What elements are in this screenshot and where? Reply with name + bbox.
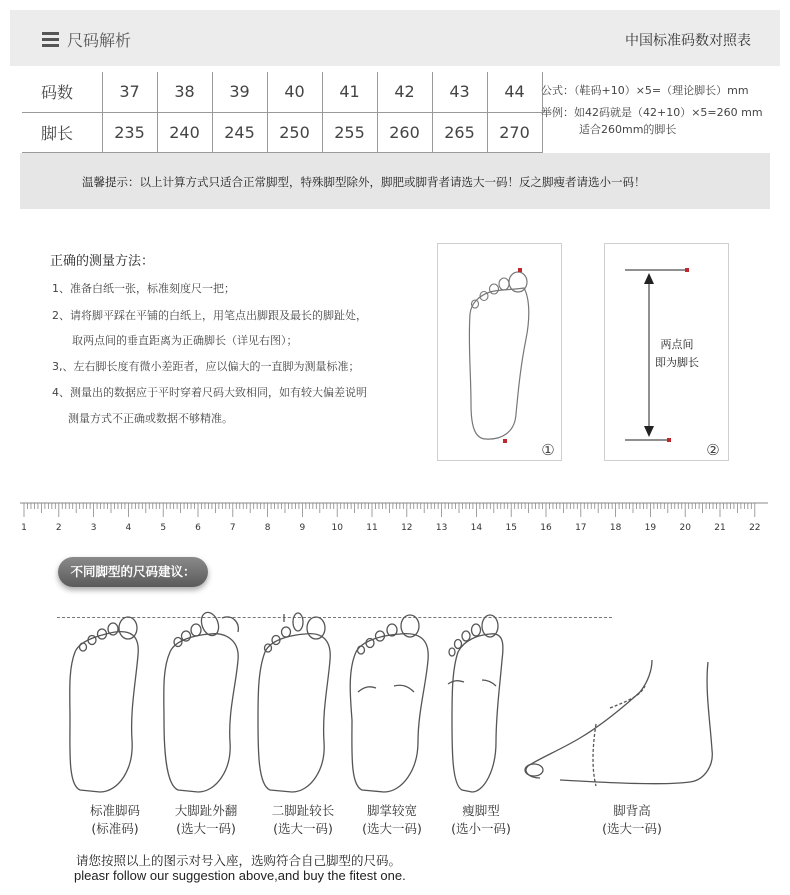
example-line-1: 举例：如42码就是（42+10）×5=260 mm <box>541 106 763 119</box>
length-cell: 260 <box>377 112 432 152</box>
formula-text: 公式：（鞋码+10）×5=（理论脚长）mm <box>541 84 749 97</box>
ruler-number: 12 <box>401 523 413 533</box>
example-line-2: 适合260mm的脚长 <box>579 123 677 136</box>
header-bar <box>10 10 780 66</box>
size-cell: 44 <box>487 72 542 112</box>
method-title: 正确的测量方法： <box>50 254 155 269</box>
foot-outline-image <box>438 244 563 462</box>
ruler-number: 18 <box>609 523 622 533</box>
size-table <box>22 72 543 153</box>
ruler-number: 13 <box>435 523 448 533</box>
ruler-number: 11 <box>366 523 378 533</box>
ruler-number: 7 <box>229 523 236 533</box>
length-cell: 250 <box>267 112 322 152</box>
ruler <box>20 502 770 536</box>
foot-type-name: 标准脚码 <box>89 803 140 818</box>
foot-type-label <box>431 802 531 838</box>
foot-type-name: 脚掌较宽 <box>366 803 417 818</box>
ruler-number: 21 <box>714 523 726 533</box>
length-cell: 265 <box>432 112 487 152</box>
slim-foot-image <box>448 615 503 792</box>
length-row <box>22 112 542 152</box>
foot-type-advice: (选小一码) <box>451 821 511 836</box>
ruler-number: 14 <box>470 523 483 533</box>
ruler-number: 4 <box>125 523 132 533</box>
panel-number: ② <box>706 441 720 459</box>
bottom-note-zh: 请您按照以上的图示对号入座，选购符合自己脚型的尺码。 <box>76 853 402 868</box>
foot-type-advice: (选大一码) <box>602 821 662 836</box>
ruler-number: 19 <box>644 523 657 533</box>
foot-type-label <box>342 802 442 838</box>
method-line: 3,、左右脚长度有微小差距者，应以偏大的一直脚为测量标准； <box>52 360 360 373</box>
ruler-number: 9 <box>299 523 306 533</box>
measurement-diagram <box>605 244 730 462</box>
bottom-note-en: pleasr follow our suggestion above,and buy the fitest one. <box>74 868 406 883</box>
standard-foot-image <box>70 617 139 792</box>
method-line: 4、测量出的数据应于平时穿着尺码大致相同，如有较大偏差说明 <box>52 386 367 399</box>
size-cell: 41 <box>322 72 377 112</box>
page-title: 尺码解析 <box>67 31 132 50</box>
length-measure-panel <box>604 243 729 461</box>
foot-measure-panel <box>437 243 562 461</box>
tip-banner <box>20 153 770 209</box>
foot-type-badge: 不同脚型的尺码建议： <box>58 557 208 587</box>
foot-type-label <box>253 802 353 838</box>
size-cell: 39 <box>212 72 267 112</box>
foot-type-name: 脚背高 <box>613 803 651 818</box>
ruler-number: 6 <box>195 523 201 533</box>
length-cell: 240 <box>157 112 212 152</box>
foot-type-name: 二脚趾较长 <box>271 803 335 818</box>
ruler-number: 3 <box>90 523 97 533</box>
foot-type-label <box>65 802 165 838</box>
size-cell: 37 <box>102 72 157 112</box>
foot-type-name: 瘦脚型 <box>462 803 500 818</box>
size-row-label: 码数 <box>22 72 102 112</box>
chart-title: 中国标准码数对照表 <box>625 33 751 49</box>
high-instep-foot-image <box>525 660 712 786</box>
foot-type-label <box>156 802 256 838</box>
long-second-toe-foot-image <box>258 613 330 792</box>
tip-text: 温馨提示：以上计算方式只适合正常脚型，特殊脚型除外，脚肥或脚背者请选大一码！反之脚瘦者请选小一码！ <box>82 175 646 189</box>
method-line: 2、请将脚平踩在平铺的白纸上，用笔点出脚跟及最长的脚趾处， <box>52 309 367 322</box>
ruler-numbers <box>21 523 760 533</box>
ruler-number: 17 <box>575 523 587 533</box>
size-cell: 38 <box>157 72 212 112</box>
foot-type-advice: (选大一码) <box>176 821 236 836</box>
ruler-number: 22 <box>749 523 761 533</box>
foot-type-advice: (选大一码) <box>273 821 333 836</box>
foot-type-advice: (选大一码) <box>362 821 422 836</box>
size-row <box>22 72 542 112</box>
ruler-number: 15 <box>505 523 517 533</box>
method-line: 取两点间的垂直距离为正确脚长（详见右图）； <box>72 334 298 347</box>
ruler-number: 20 <box>679 523 691 533</box>
length-cell: 245 <box>212 112 267 152</box>
length-cell: 270 <box>487 112 542 152</box>
ruler-number: 2 <box>55 523 62 533</box>
bunion-foot-image <box>164 610 239 792</box>
size-cell: 40 <box>267 72 322 112</box>
menu-icon <box>42 32 59 47</box>
ruler-number: 8 <box>264 523 271 533</box>
ruler-number: 1 <box>21 523 27 533</box>
method-line: 1、准备白纸一张，标准刻度尺一把； <box>52 282 235 295</box>
panel-text-line-1: 两点间 <box>660 338 694 351</box>
foot-type-label <box>582 802 682 838</box>
ruler-number: 5 <box>160 523 167 533</box>
panel-number: ① <box>541 441 555 459</box>
formula-example <box>541 104 763 138</box>
foot-type-advice: (标准码) <box>91 821 139 836</box>
ruler-number: 16 <box>540 523 552 533</box>
length-row-label: 脚长 <box>22 112 102 152</box>
method-line: 测量方式不正确或数据不够精准。 <box>68 412 233 425</box>
ruler-ticks <box>24 503 755 517</box>
ruler-number: 10 <box>331 523 343 533</box>
foot-type-illustrations <box>0 600 790 800</box>
size-cell: 42 <box>377 72 432 112</box>
size-cell: 43 <box>432 72 487 112</box>
panel-text-line-2: 即为脚长 <box>655 356 699 369</box>
foot-type-name: 大脚趾外翻 <box>174 803 238 818</box>
length-cell: 255 <box>322 112 377 152</box>
wide-foot-image <box>350 615 428 792</box>
length-cell: 235 <box>102 112 157 152</box>
